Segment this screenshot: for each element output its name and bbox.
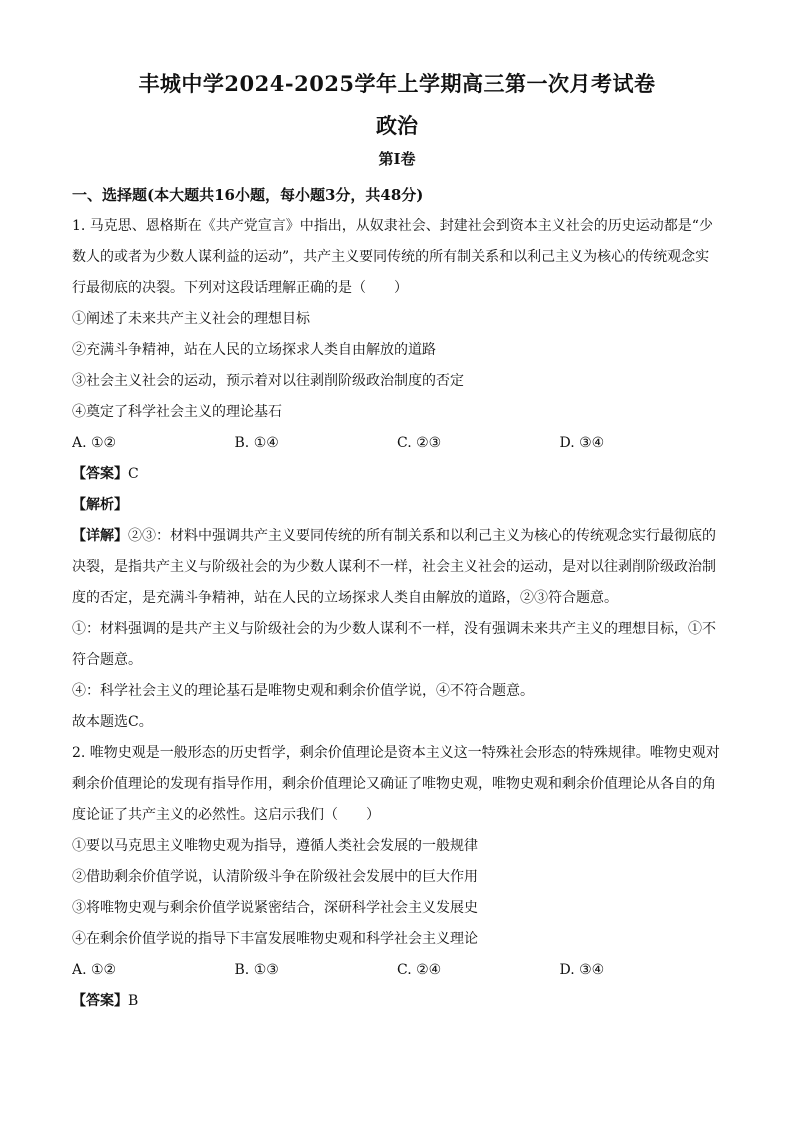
question-2 — [72, 738, 722, 1017]
question-stem-line: 1. 马克思、恩格斯在《共产党宣言》中指出，从奴隶社会、封建社会到资本主义社会的历史运动都是“少 — [72, 218, 713, 234]
detail-text: 故本题选C。 — [72, 714, 153, 730]
section-heading: 一、选择题(本大题共16小题，每小题3分，共48分) — [72, 186, 424, 204]
statement-item: ②借助剩余价值学说，认清阶级斗争在阶级社会发展中的巨大作用 — [72, 869, 478, 885]
detail-text: ②③：材料中强调共产主义要同传统的所有制关系和以利己主义为核心的传统观念实行最彻底的 — [128, 528, 716, 544]
statement-item: ①要以马克思主义唯物史观为指导，遵循人类社会发展的一般规律 — [72, 838, 478, 854]
option-c: C. ②④ — [397, 962, 442, 978]
option-a: A. ①② — [72, 962, 117, 978]
option-a: A. ①② — [72, 435, 117, 451]
option-b: B. ①③ — [234, 962, 279, 978]
question-stem-line: 数人的或者为少数人谋利益的运动”，共产主义要同传统的所有制关系和以利己主义为核心的传统观念实 — [72, 249, 710, 265]
exam-content — [72, 180, 722, 1017]
exam-title: 丰城中学2024-2025学年上学期高三第一次月考试卷 — [138, 71, 656, 96]
statement-item: ②充满斗争精神，站在人民的立场探求人类自由解放的道路 — [72, 342, 436, 358]
volume-label: 第I卷 — [378, 150, 416, 168]
detail-text: 决裂，是指共产主义与阶级社会的为少数人谋利不一样，社会主义社会的运动，是对以往剥削阶级政治制 — [72, 559, 716, 575]
question-stem-line: 行最彻底的决裂。下列对这段话理解正确的是（ ） — [72, 280, 408, 296]
analysis-tag: 【解析】 — [72, 497, 128, 513]
answer-value: C — [128, 466, 139, 482]
answer-options — [72, 428, 722, 459]
answer-line — [72, 986, 722, 1017]
option-d: D. ③④ — [559, 435, 605, 451]
answer-value: B — [128, 993, 139, 1009]
option-c: C. ②③ — [397, 435, 442, 451]
question-stem-line: 剩余价值理论的发现有指导作用，剩余价值理论又确证了唯物史观，唯物史观和剩余价值理论从各自的角 — [72, 776, 716, 792]
option-b: B. ①④ — [234, 435, 279, 451]
question-stem-line: 2. 唯物史观是一般形态的历史哲学，剩余价值理论是资本主义这一特殊社会形态的特殊规律。唯物史观对 — [72, 745, 720, 761]
answer-tag: 【答案】 — [72, 993, 128, 1009]
statement-item: ④在剩余价值学说的指导下丰富发展唯物史观和科学社会主义理论 — [72, 931, 478, 947]
option-d: D. ③④ — [559, 962, 605, 978]
subject-title: 政治 — [376, 113, 418, 138]
statement-item: ③社会主义社会的运动，预示着对以往剥削阶级政治制度的否定 — [72, 373, 464, 389]
detail-line — [72, 521, 722, 552]
detail-text: ④：科学社会主义的理论基石是唯物史观和剩余价值学说，④不符合题意。 — [72, 683, 534, 699]
answer-line — [72, 459, 722, 490]
detail-tag: 【详解】 — [72, 528, 128, 544]
statement-item: ③将唯物史观与剩余价值学说紧密结合，深研科学社会主义发展史 — [72, 900, 478, 916]
question-1 — [72, 211, 722, 738]
statement-item: ④奠定了科学社会主义的理论基石 — [72, 404, 282, 420]
detail-text: 符合题意。 — [72, 652, 142, 668]
statement-item: ①阐述了未来共产主义社会的理想目标 — [72, 311, 310, 327]
detail-text: 度的否定，是充满斗争精神，站在人民的立场探求人类自由解放的道路，②③符合题意。 — [72, 590, 618, 606]
question-stem-line: 度论证了共产主义的必然性。这启示我们（ ） — [72, 807, 380, 823]
answer-options — [72, 955, 722, 986]
answer-tag: 【答案】 — [72, 466, 128, 482]
detail-text: ①：材料强调的是共产主义与阶级社会的为少数人谋利不一样，没有强调未来共产主义的理想目标，①不 — [72, 621, 716, 637]
